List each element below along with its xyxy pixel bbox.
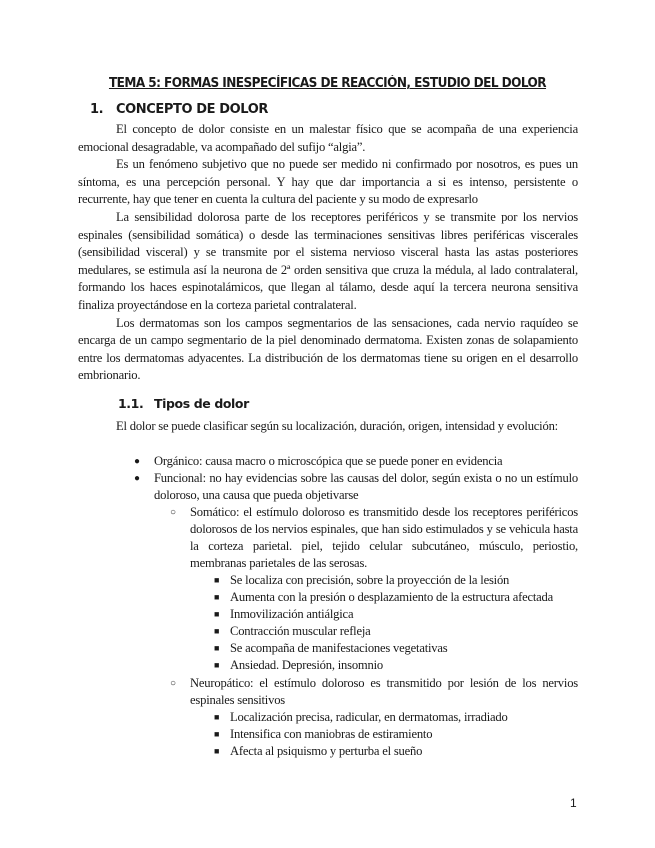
section-number: 1.	[90, 102, 104, 117]
bullet-list-level2	[170, 675, 578, 709]
paragraph: El concepto de dolor consiste en un malestar físico que se acompaña de una experiencia emocional desagradable, va acompañado del sufijo “algia”.	[78, 122, 578, 154]
list-item-text: Aumenta con la presión o desplazamiento de la estructura afectada	[230, 590, 554, 605]
bullet-icon: ■	[214, 643, 220, 654]
subsection-intro	[78, 418, 578, 436]
bullet-icon: ■	[214, 729, 220, 740]
bullet-icon: ■	[214, 609, 220, 620]
bullet-icon: ■	[214, 746, 220, 757]
paragraph: La sensibilidad dolorosa parte de los receptores periféricos y se transmite por los nervios espinales (sensibilidad somática) o desde las terminaciones sensitivas libres periféricas viscerales (sensibilidad visceral) y se transmite por el sistema nervioso visceral hasta las astas posteriores medulares, se estimula así la neurona de 2ª orden sensitiva que cruza la médula, al lado contralateral, formando los haces espinotalámicos, que llegan al tálamo, desde aquí la tercera neurona sensitiva finaliza proyectándose en la corteza parietal contralateral.	[78, 209, 578, 312]
list-item	[214, 640, 580, 657]
paragraph: El dolor se puede clasificar según su localización, duración, origen, intensidad y evolución:	[116, 419, 558, 433]
bullet-icon: ○	[170, 507, 176, 518]
list-item	[170, 675, 578, 709]
bullet-list-level3	[214, 572, 580, 675]
list-item	[214, 589, 580, 606]
list-item-text: Somático: el estímulo doloroso es transmitido desde los receptores periféricos dolorosos de los nervios espinales, que han sido estimulados y se vehicula hasta la corteza parietal. piel, tejido celular subcutáneo, músculo, periostio, membranas parietales de las serosas.	[190, 505, 578, 571]
bullet-icon: ■	[214, 575, 220, 585]
bullet-icon: ●	[134, 456, 140, 467]
list-item	[134, 453, 578, 470]
subsection-heading	[118, 396, 249, 411]
subsection-number: 1.1.	[118, 396, 144, 411]
bullet-icon: ■	[214, 660, 220, 671]
bullet-icon: ■	[214, 712, 220, 722]
list-item-text: Localización precisa, radicular, en dermatomas, irradiado	[230, 710, 508, 724]
list-item-text: Intensifica con maniobras de estiramiento	[230, 727, 433, 742]
paragraph: Es un fenómeno subjetivo que no puede ser medido ni confirmado por nosotros, es pues un síntoma, es una percepción personal. Y hay que dar importancia a si es intenso, persistente o recurrente, hay que tener en cuenta la cultura del paciente y su modo de expresarlo	[78, 157, 578, 207]
list-item	[214, 726, 580, 743]
list-item	[170, 504, 578, 572]
bullet-icon: ■	[214, 592, 220, 603]
list-item-text: Se acompaña de manifestaciones vegetativas	[230, 641, 448, 656]
bullet-list-level3	[214, 709, 580, 760]
section-body	[78, 121, 578, 385]
page-number: 1	[570, 796, 577, 810]
list-item-text: Neuropático: el estímulo doloroso es transmitido por lesión de los nervios espinales sensitivos	[190, 676, 578, 708]
list-item-text: Se localiza con precisión, sobre la proyección de la lesión	[230, 573, 510, 587]
bullet-list-level1	[134, 453, 578, 504]
list-item-text: Contracción muscular refleja	[230, 624, 371, 639]
list-item-text: Ansiedad. Depresión, insomnio	[230, 658, 383, 673]
paragraph: Los dermatomas son los campos segmentarios de las sensaciones, cada nervio raquídeo se encarga de un campo segmentario de la piel denominado dermatoma. Existen zonas de solapamiento entre los dermatomas adyacentes. La distribución de los dermatomas tiene su origen en el desarrollo embrionario.	[78, 315, 578, 383]
list-item-text: Inmovilización antiálgica	[230, 607, 354, 622]
bullet-icon: ●	[134, 473, 140, 485]
list-item-text: Funcional: no hay evidencias sobre las causas del dolor, según exista o no un estímulo doloroso, una causa que pueda objetivarse	[154, 471, 578, 503]
list-item	[214, 709, 580, 726]
list-item	[214, 743, 580, 760]
section-heading	[90, 102, 268, 117]
list-item	[134, 470, 578, 504]
list-item-text: Afecta al psiquismo y perturba el sueño	[230, 744, 423, 759]
list-item	[214, 657, 580, 674]
section-title: CONCEPTO DE DOLOR	[116, 102, 268, 117]
list-item	[214, 606, 580, 623]
subsection-title: Tipos de dolor	[154, 396, 249, 411]
list-item	[214, 623, 580, 640]
bullet-icon: ■	[214, 626, 220, 637]
list-item-text: Orgánico: causa macro o microscópica que se puede poner en evidencia	[154, 454, 503, 468]
bullet-icon: ○	[170, 678, 176, 689]
document-title: TEMA 5: FORMAS INESPECÍFICAS DE REACCIÓN, ESTUDIO DEL DOLOR	[108, 76, 547, 91]
bullet-list-level2	[170, 504, 578, 572]
list-item	[214, 572, 580, 589]
